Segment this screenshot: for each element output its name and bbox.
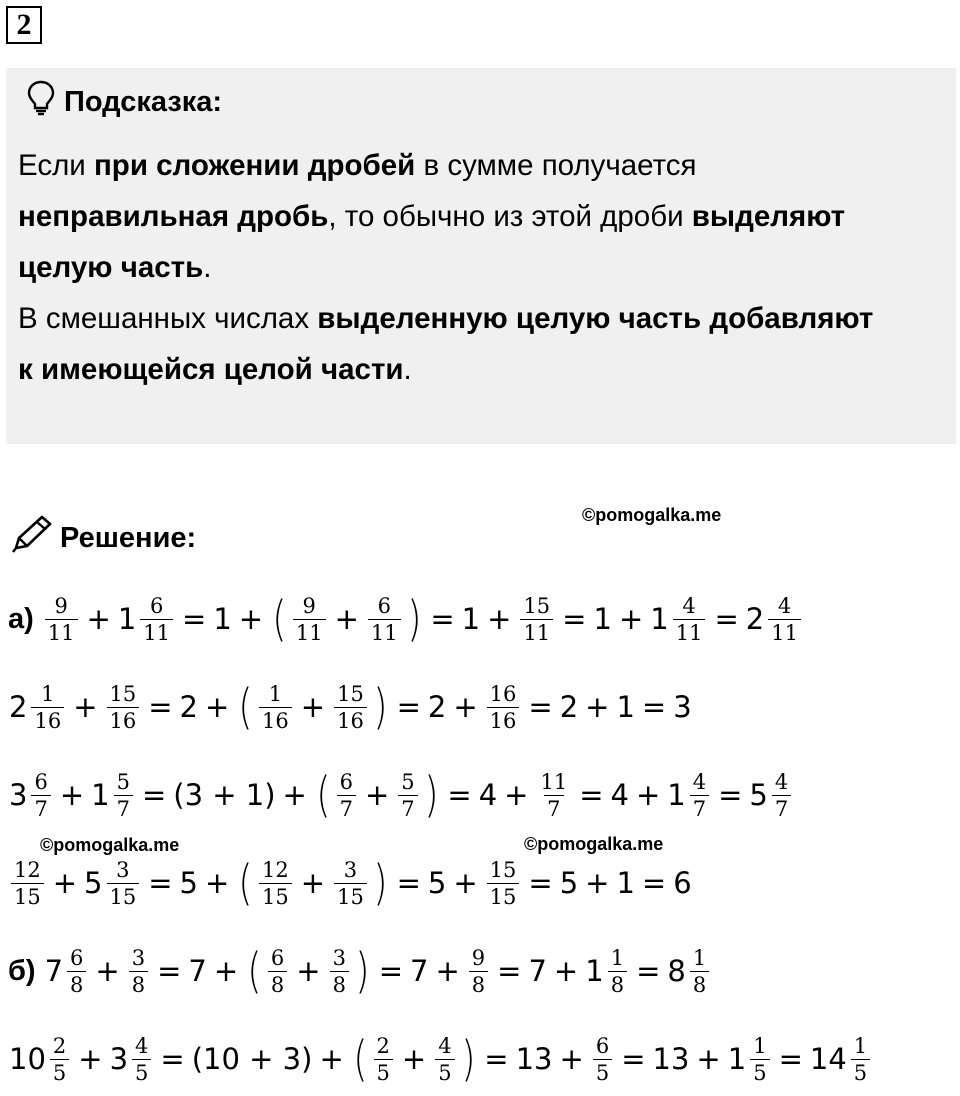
operator: + bbox=[78, 1042, 103, 1076]
operator: + bbox=[205, 690, 230, 724]
fraction bbox=[259, 681, 292, 734]
fraction bbox=[31, 769, 50, 822]
operator: + bbox=[585, 866, 610, 900]
fraction bbox=[487, 681, 520, 734]
numerator: 6 bbox=[339, 769, 353, 794]
fraction bbox=[469, 945, 488, 998]
numerator: 1 bbox=[268, 681, 283, 706]
hint-text bbox=[18, 140, 948, 395]
numerator: 3 bbox=[131, 945, 146, 970]
denominator: 15 bbox=[107, 883, 140, 910]
number: 3 bbox=[673, 690, 692, 724]
denominator: 5 bbox=[132, 1059, 151, 1086]
denominator: 5 bbox=[593, 1059, 612, 1086]
operator: = bbox=[579, 778, 604, 812]
numerator: 5 bbox=[401, 769, 415, 794]
denominator: 16 bbox=[107, 707, 140, 734]
watermark: ©pomogalka.me bbox=[582, 505, 722, 525]
numerator: 1 bbox=[610, 945, 625, 970]
number: 7 bbox=[410, 954, 429, 988]
denominator: 5 bbox=[50, 1059, 69, 1086]
number: 10 bbox=[9, 1042, 46, 1076]
item-label: б) bbox=[8, 954, 36, 987]
operator: + bbox=[435, 954, 460, 988]
number: 2 bbox=[745, 602, 765, 636]
hint-line-4 bbox=[18, 293, 948, 344]
operator: + bbox=[453, 690, 478, 724]
operator: = bbox=[636, 954, 661, 988]
numerator: 6 bbox=[34, 769, 48, 794]
fraction bbox=[690, 945, 709, 998]
fraction bbox=[368, 593, 401, 646]
number: 1 bbox=[593, 602, 612, 636]
fraction bbox=[334, 681, 367, 734]
fraction bbox=[851, 1033, 870, 1086]
numerator: 4 bbox=[135, 1033, 149, 1058]
watermark: ©pomogalka.me bbox=[40, 835, 180, 855]
parenthesis: ) bbox=[355, 943, 370, 999]
hint-bold-span: при сложении дробей bbox=[93, 149, 416, 182]
numerator: 4 bbox=[777, 593, 792, 618]
operator: = bbox=[396, 866, 421, 900]
operator: = bbox=[430, 602, 455, 636]
number: 1 bbox=[585, 954, 604, 988]
denominator: 11 bbox=[673, 619, 706, 646]
denominator: 7 bbox=[690, 795, 709, 822]
numerator: 1 bbox=[41, 681, 55, 706]
parenthesis: ( bbox=[238, 855, 253, 911]
operator: + bbox=[635, 778, 661, 812]
numerator: 2 bbox=[376, 1033, 390, 1058]
denominator: 11 bbox=[368, 619, 401, 646]
equation-line-a2 bbox=[8, 672, 693, 742]
operator: = bbox=[641, 866, 667, 900]
number: 5 bbox=[749, 778, 768, 812]
denominator: 5 bbox=[851, 1059, 870, 1086]
operator: = bbox=[778, 1042, 803, 1076]
denominator: 7 bbox=[114, 795, 133, 822]
denominator: 11 bbox=[520, 619, 553, 646]
equation-line-a1 bbox=[8, 584, 804, 654]
hint-bold-span: выделенную целую часть добавляют bbox=[317, 302, 874, 335]
number: 4 bbox=[610, 778, 629, 812]
operator: = bbox=[160, 1042, 185, 1076]
operator: = bbox=[396, 690, 421, 724]
denominator: 7 bbox=[398, 795, 417, 822]
number: 13 bbox=[515, 1042, 553, 1076]
parenthesis: ) bbox=[460, 1031, 475, 1087]
denominator: 7 bbox=[544, 795, 563, 822]
fraction bbox=[107, 857, 140, 910]
fraction bbox=[772, 769, 791, 822]
denominator: 11 bbox=[293, 619, 326, 646]
denominator: 15 bbox=[259, 883, 292, 910]
operator: + bbox=[95, 954, 120, 988]
hint-bold-span: целую часть bbox=[18, 251, 204, 284]
number: 1 bbox=[650, 602, 669, 636]
operator: = bbox=[528, 866, 553, 900]
fraction bbox=[673, 593, 706, 646]
number: 3 bbox=[9, 778, 28, 812]
numerator: 2 bbox=[52, 1033, 67, 1058]
hint-line-1 bbox=[18, 140, 948, 191]
denominator: 11 bbox=[140, 619, 173, 646]
hint-bold-span: выделяют bbox=[691, 200, 846, 233]
parenthesis: ( bbox=[247, 943, 262, 999]
denominator: 16 bbox=[487, 707, 520, 734]
numerator: 6 bbox=[149, 593, 164, 618]
denominator: 7 bbox=[31, 795, 50, 822]
number: 13 bbox=[652, 1042, 690, 1076]
operator: + bbox=[213, 954, 239, 988]
hint-text-span: Если bbox=[18, 149, 94, 182]
solution-title: Решение: bbox=[60, 521, 197, 554]
hint-text-span: в сумме получается bbox=[415, 149, 697, 182]
denominator: 5 bbox=[435, 1059, 454, 1086]
denominator: 11 bbox=[768, 619, 801, 646]
denominator: 15 bbox=[334, 883, 367, 910]
numerator: 15 bbox=[489, 857, 517, 882]
numerator: 4 bbox=[774, 769, 789, 794]
numerator: 1 bbox=[692, 945, 707, 970]
fraction bbox=[293, 593, 326, 646]
operator: = bbox=[141, 778, 167, 812]
operator: = bbox=[148, 690, 173, 724]
operator: = bbox=[528, 690, 553, 724]
denominator: 8 bbox=[608, 971, 627, 998]
numerator: 15 bbox=[109, 681, 137, 706]
fraction bbox=[129, 945, 148, 998]
fraction bbox=[107, 681, 140, 734]
parenthesis: ) bbox=[406, 591, 422, 647]
operator: + bbox=[553, 954, 579, 988]
number: 1 bbox=[117, 602, 137, 636]
number: 1 bbox=[667, 778, 686, 812]
parenthesis: ) bbox=[373, 855, 388, 911]
numerator: 16 bbox=[489, 681, 517, 706]
operator: + bbox=[73, 690, 98, 724]
denominator: 11 bbox=[45, 619, 78, 646]
operator: + bbox=[504, 778, 529, 812]
operator: = bbox=[621, 1042, 646, 1076]
number: 1 bbox=[91, 778, 110, 812]
hint-line-3 bbox=[18, 242, 948, 293]
fraction bbox=[114, 769, 133, 822]
hint-header bbox=[26, 82, 222, 122]
operator: = bbox=[148, 866, 173, 900]
number: 1 bbox=[461, 602, 481, 636]
numerator: 4 bbox=[682, 593, 696, 618]
operator: = bbox=[447, 778, 472, 812]
fraction bbox=[330, 945, 349, 998]
operator: + bbox=[334, 602, 359, 636]
number: 1 bbox=[213, 602, 232, 636]
numerator: 9 bbox=[302, 593, 316, 618]
numerator: 1 bbox=[853, 1033, 868, 1058]
fraction bbox=[259, 857, 292, 910]
equation-line-b2 bbox=[8, 1024, 873, 1094]
numerator: 12 bbox=[14, 857, 41, 882]
operator: + bbox=[300, 690, 326, 724]
number: 3 bbox=[109, 1042, 129, 1076]
operator: + bbox=[86, 602, 111, 636]
numerator: 4 bbox=[438, 1033, 452, 1058]
numerator: 6 bbox=[70, 945, 84, 970]
operator: + bbox=[238, 602, 264, 636]
parenthesis: ) bbox=[373, 679, 388, 735]
denominator: 7 bbox=[772, 795, 791, 822]
numerator: 9 bbox=[471, 945, 486, 970]
hint-title: Подсказка: bbox=[64, 85, 223, 118]
operator: = bbox=[157, 954, 182, 988]
task-number-box: 2 bbox=[6, 6, 42, 44]
operator: = bbox=[484, 1042, 509, 1076]
denominator: 8 bbox=[469, 971, 488, 998]
number: 5 bbox=[559, 866, 579, 900]
fraction bbox=[11, 857, 44, 910]
operator: = bbox=[641, 690, 667, 724]
fraction bbox=[398, 769, 417, 822]
parenthesis: ( bbox=[353, 1031, 368, 1087]
fraction bbox=[45, 593, 78, 646]
hint-bold-span: неправильная дробь bbox=[18, 200, 329, 233]
number: 7 bbox=[528, 954, 547, 988]
item-label: а) bbox=[8, 602, 34, 635]
equation-line-a3 bbox=[8, 760, 794, 830]
numerator: 11 bbox=[540, 769, 568, 794]
operator: + bbox=[401, 1042, 427, 1076]
numerator: 15 bbox=[337, 681, 364, 706]
operator: = bbox=[718, 778, 743, 812]
fraction bbox=[537, 769, 570, 822]
operator: + bbox=[696, 1042, 721, 1076]
parenthesis: ) bbox=[423, 767, 439, 823]
numerator: 9 bbox=[54, 593, 68, 618]
number: 1 bbox=[616, 690, 635, 724]
denominator: 8 bbox=[129, 971, 148, 998]
hint-panel bbox=[6, 68, 956, 444]
denominator: 8 bbox=[268, 971, 287, 998]
number: 2 bbox=[179, 690, 198, 724]
operator: + bbox=[296, 954, 321, 988]
denominator: 8 bbox=[330, 971, 349, 998]
numerator: 6 bbox=[377, 593, 391, 618]
operator: = bbox=[378, 954, 404, 988]
numerator: 3 bbox=[332, 945, 346, 970]
solution-header bbox=[10, 516, 196, 560]
number: 2 bbox=[427, 690, 447, 724]
number: 6 bbox=[673, 866, 692, 900]
numerator: 1 bbox=[753, 1033, 767, 1058]
number: 7 bbox=[44, 954, 64, 988]
fraction bbox=[31, 681, 64, 734]
pencil-icon bbox=[10, 514, 54, 562]
operator: + bbox=[52, 866, 78, 900]
operator: + bbox=[282, 778, 307, 812]
fraction bbox=[140, 593, 173, 646]
operator: = bbox=[497, 954, 522, 988]
fraction bbox=[268, 945, 287, 998]
fraction bbox=[608, 945, 627, 998]
lightbulb-icon bbox=[26, 80, 56, 124]
hint-text-span: , то обычно из этой дроби bbox=[328, 200, 692, 233]
number: (3 + 1) bbox=[173, 778, 276, 812]
denominator: 16 bbox=[259, 707, 292, 734]
numerator: 15 bbox=[523, 593, 551, 618]
numerator: 3 bbox=[343, 857, 358, 882]
fraction bbox=[750, 1033, 769, 1086]
number: 5 bbox=[179, 866, 198, 900]
number: 2 bbox=[559, 690, 579, 724]
numerator: 4 bbox=[692, 769, 707, 794]
equation-line-b1 bbox=[8, 936, 712, 1006]
denominator: 15 bbox=[487, 883, 520, 910]
hint-text-span: . bbox=[403, 353, 412, 386]
operator: + bbox=[205, 866, 230, 900]
number: 5 bbox=[427, 866, 447, 900]
operator: + bbox=[487, 602, 512, 636]
number: 1 bbox=[616, 866, 635, 900]
numerator: 6 bbox=[270, 945, 285, 970]
denominator: 7 bbox=[337, 795, 356, 822]
operator: + bbox=[319, 1042, 344, 1076]
denominator: 15 bbox=[11, 883, 44, 910]
numerator: 12 bbox=[262, 857, 289, 882]
number: 14 bbox=[809, 1042, 847, 1076]
hint-line-2 bbox=[18, 191, 948, 242]
number: 4 bbox=[478, 778, 498, 812]
numerator: 5 bbox=[116, 769, 130, 794]
fraction bbox=[132, 1033, 151, 1086]
fraction bbox=[520, 593, 553, 646]
number: 1 bbox=[727, 1042, 747, 1076]
operator: + bbox=[300, 866, 326, 900]
denominator: 5 bbox=[374, 1059, 393, 1086]
operator: + bbox=[59, 778, 85, 812]
operator: = bbox=[562, 602, 587, 636]
hint-text-span: . bbox=[203, 251, 212, 284]
operator: + bbox=[364, 778, 390, 812]
fraction bbox=[67, 945, 86, 998]
fraction bbox=[337, 769, 356, 822]
fraction bbox=[487, 857, 520, 910]
parenthesis: ( bbox=[316, 767, 331, 823]
number: 5 bbox=[84, 866, 103, 900]
number: 7 bbox=[188, 954, 207, 988]
hint-line-5 bbox=[18, 344, 948, 395]
fraction bbox=[334, 857, 367, 910]
operator: + bbox=[585, 690, 610, 724]
denominator: 8 bbox=[67, 971, 86, 998]
denominator: 16 bbox=[334, 707, 367, 734]
denominator: 16 bbox=[31, 707, 64, 734]
operator: + bbox=[618, 602, 644, 636]
number: 2 bbox=[9, 690, 28, 724]
numerator: 3 bbox=[116, 857, 130, 882]
watermark: ©pomogalka.me bbox=[524, 834, 664, 854]
numerator: 6 bbox=[595, 1033, 610, 1058]
fraction bbox=[593, 1033, 612, 1086]
fraction bbox=[435, 1033, 454, 1086]
operator: = bbox=[182, 602, 207, 636]
fraction bbox=[374, 1033, 393, 1086]
fraction bbox=[50, 1033, 69, 1086]
parenthesis: ( bbox=[272, 591, 287, 647]
hint-text-span: В смешанных числах bbox=[18, 302, 318, 335]
operator: = bbox=[714, 602, 739, 636]
number: (10 + 3) bbox=[191, 1042, 313, 1076]
equation-line-a4 bbox=[8, 848, 693, 918]
denominator: 8 bbox=[690, 971, 709, 998]
fraction bbox=[690, 769, 709, 822]
fraction bbox=[768, 593, 801, 646]
operator: + bbox=[559, 1042, 584, 1076]
hint-bold-span: к имеющейся целой части bbox=[18, 353, 404, 386]
operator: + bbox=[453, 866, 478, 900]
denominator: 5 bbox=[750, 1059, 769, 1086]
parenthesis: ( bbox=[238, 679, 253, 735]
number: 8 bbox=[667, 954, 686, 988]
